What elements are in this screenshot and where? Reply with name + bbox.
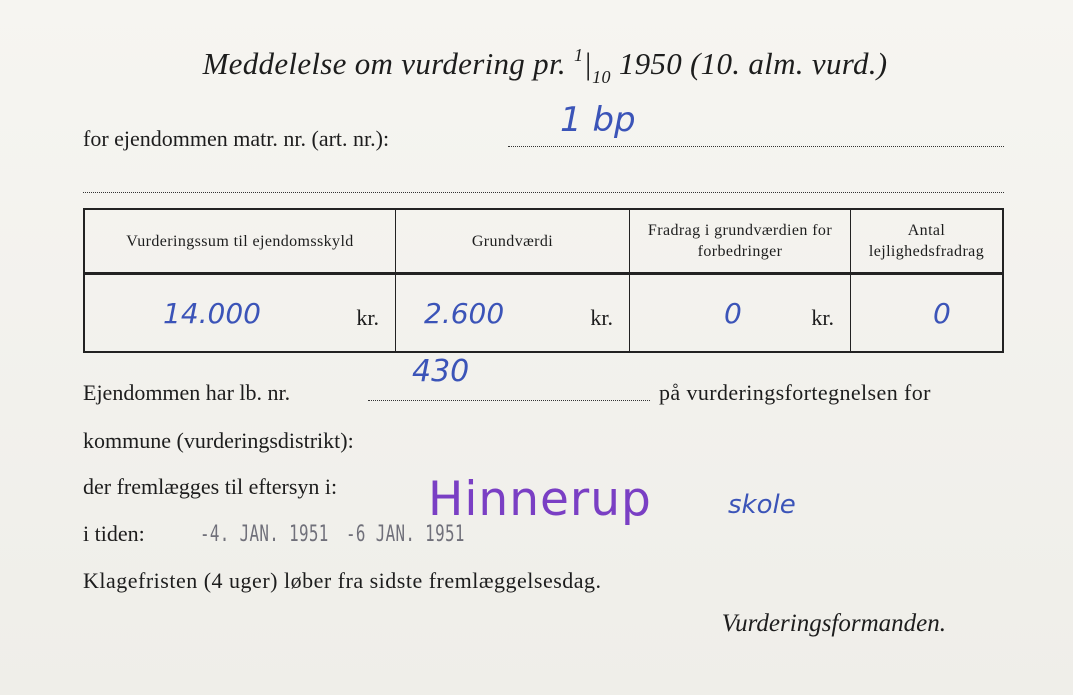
notice-title xyxy=(0,46,1073,86)
place-stamp: Hinnerup xyxy=(428,472,652,527)
valuation-table xyxy=(83,208,1004,353)
header-antal: Antal lejlighedsfradrag xyxy=(851,209,1004,274)
fremlaegges-label: der fremlægges til eftersyn i: xyxy=(83,474,338,499)
unit-kr: kr. xyxy=(356,305,379,330)
cell-vurderingssum xyxy=(84,274,396,353)
title-suffix: 1950 (10. alm. vurd.) xyxy=(618,46,888,81)
table-row xyxy=(84,274,1003,353)
table-header-row xyxy=(84,209,1003,274)
cell-antal xyxy=(851,274,1004,353)
header-vurderingssum: Vurderingssum til ejendomsskyld xyxy=(84,209,396,274)
value-antal: 0 xyxy=(933,297,951,330)
date-to-stamp: -6 JAN. 1951 xyxy=(346,522,465,547)
unit-kr: kr. xyxy=(811,305,834,330)
tiden-label: i tiden: xyxy=(83,521,145,546)
second-dotted-line xyxy=(83,192,1004,193)
signature-title: Vurderingsformanden. xyxy=(721,610,946,637)
title-fraction: $^1|_{10}$ xyxy=(574,44,611,88)
value-vurderingssum: 14.000 xyxy=(163,297,261,330)
date-from-stamp: -4. JAN. 1951 xyxy=(200,522,329,547)
property-handwritten-value: 1 bp xyxy=(560,100,636,140)
unit-kr: kr. xyxy=(590,305,613,330)
header-fradrag: Fradrag i grundværdien for forbedringer xyxy=(630,209,851,274)
title-frac-num: 1 xyxy=(574,44,584,65)
cell-fradrag xyxy=(630,274,851,353)
title-prefix: Meddelelse om vurdering pr. xyxy=(202,46,566,81)
property-dotted-line xyxy=(508,146,1004,147)
property-label: for ejendommen matr. nr. (art. nr.): xyxy=(83,126,390,151)
lb-label: Ejendommen har lb. nr. xyxy=(83,380,291,405)
cell-grundvaerdi xyxy=(396,274,630,353)
lb-dotted-line xyxy=(368,400,650,401)
value-grundvaerdi: 2.600 xyxy=(424,297,505,330)
header-grundvaerdi: Grundværdi xyxy=(396,209,630,274)
kommune-label: kommune (vurderingsdistrikt): xyxy=(83,428,354,453)
title-frac-den: 10 xyxy=(592,67,611,88)
value-fradrag: 0 xyxy=(724,297,742,330)
klagefrist-text: Klagefristen (4 uger) løber fra sidste fremlæggelsesdag. xyxy=(83,568,602,593)
place-handwritten-addition: skole xyxy=(728,490,796,520)
lb-handwritten-value: 430 xyxy=(412,354,470,389)
lb-suffix: på vurderingsfortegnelsen for xyxy=(659,380,931,405)
